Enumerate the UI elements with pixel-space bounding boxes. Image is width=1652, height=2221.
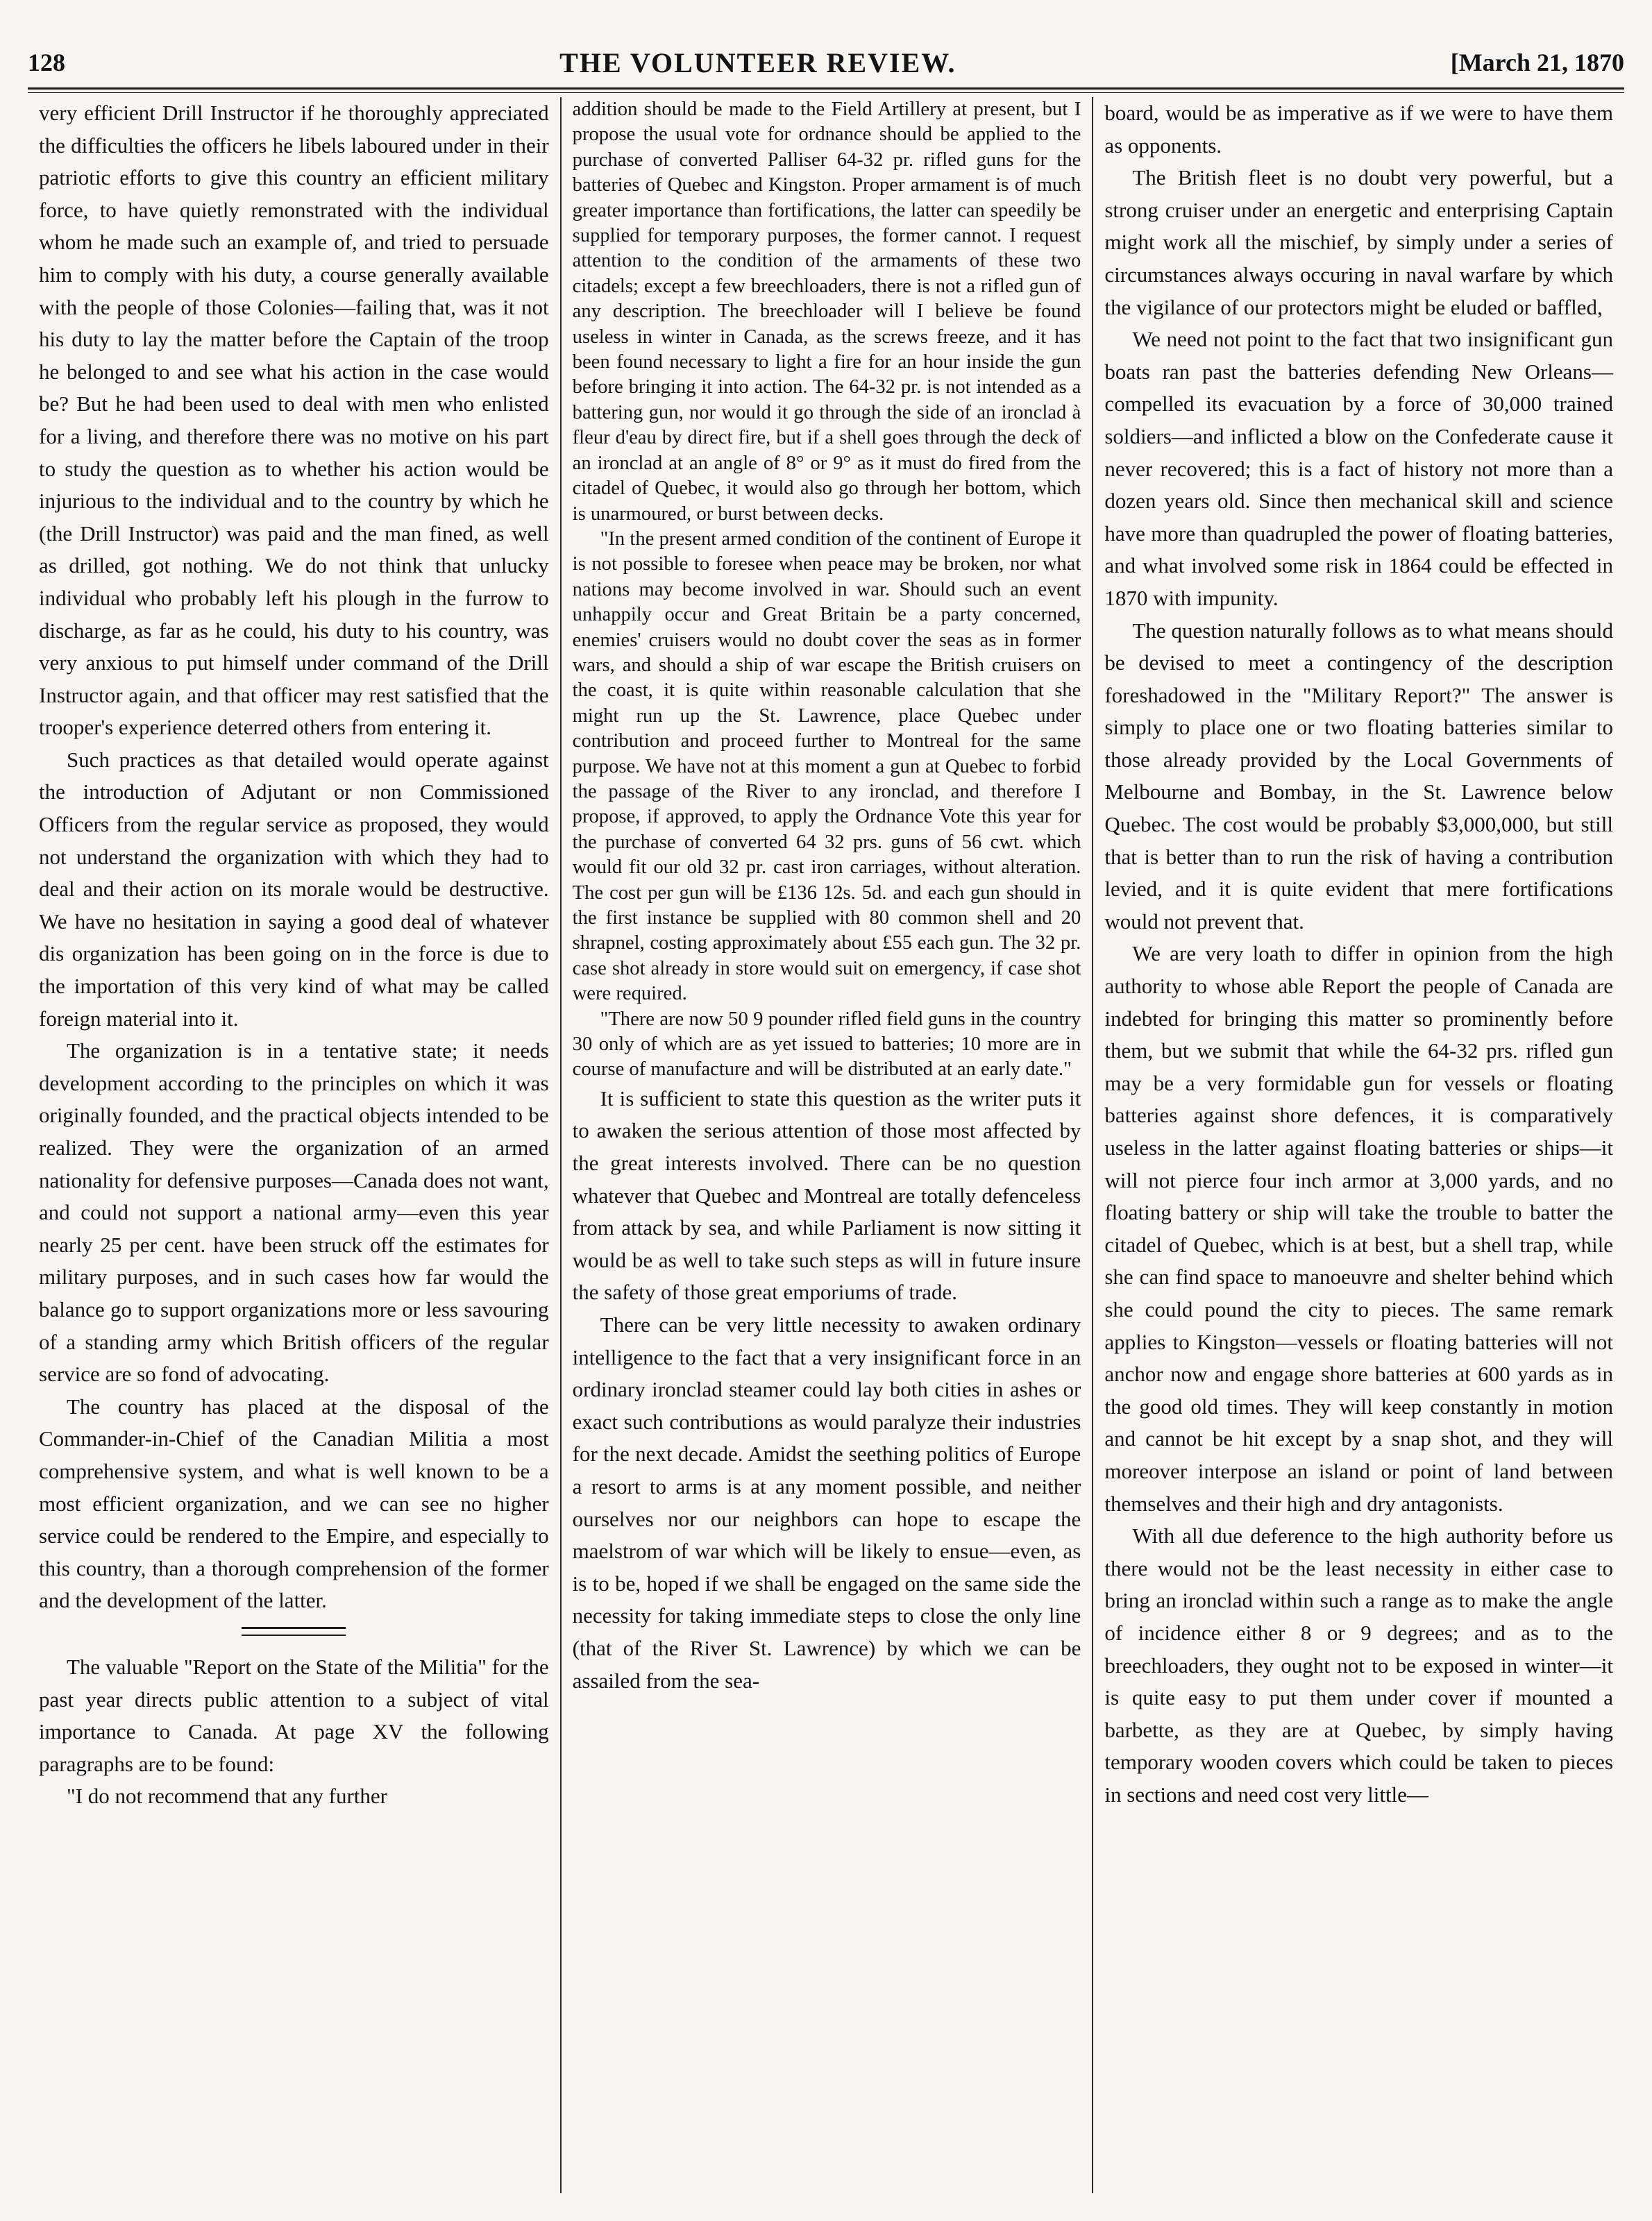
quoted-paragraph: "There are now 50 9 pounder rifled field guns in the country 30 only of which are as yet issued to batteries; 10 more are in course of manufacture and will be distributed at an early date.": [572, 1008, 1081, 1081]
paragraph: very efficient Drill Instructor if he thoroughly appreciated the difficulties the officers he libels laboured under in their patriotic efforts to give this country an efficient military force, to have quietly remonstrated with the individual whom he made such an example of, and tried to persuade him to comply with his duty, a course generally available with the people of those Colonies—failing that, was it not his duty to lay the matter before the Captain of the troop he belonged to and see what his action in the case would be? But he had been used to deal with men who enlisted for a living, and therefore there was no motive on his part to study the question as to whether his action would be injurious to the individual and to the country by which he (the Drill Instructor) was paid and the man fined, as well as drilled, got nothing. We do not think that unlucky individual who probably left his plough in the furrow to discharge, as far as he could, his duty to his country, was very anxious to put himself under command of the Drill Instructor again, and that officer may rest satisfied that the trooper's experience deterred others from entering it.: [39, 101, 549, 740]
publication-title: THE VOLUNTEER REVIEW.: [559, 47, 956, 78]
column-middle: [560, 97, 1093, 2193]
paragraph: The valuable "Report on the State of the Militia" for the past year directs public attention to a subject of vital importance to Canada. At page XV the following paragraphs are to be found:: [39, 1654, 549, 1776]
paragraph: We are very loath to differ in opinion from the high authority to whose able Report the people of Canada are indebted for bringing this matter so prominently before them, but we submit that while the 64-32 prs. rifled gun may be a very formidable gun for vessels or floating batteries against shore defences, it is comparatively useless in the latter against floating batteries or ships—it will not pierce four inch armor at 3,000 yards, and no floating battery or ship will take the trouble to batter the citadel of Quebec, which is at best, but a shell trap, while she can find space to manoeuvre and shelter behind which she could pound the city to pieces. The same remark applies to Kingston—vessels or floating batteries will not anchor now and engage shore batteries at 600 yards as in the good old times. They will keep constantly in motion and cannot be hit except by a snap shot, and they will moreover interpose an island or point of land between themselves and their high and dry antagonists.: [1104, 941, 1613, 1516]
paragraph: The question naturally follows as to what means should be devised to meet a contingency of the description foreshadowed in the "Military Report?" The answer is simply to place one or two floating batteries similar to those already provided by the Local Governments of Melbourne and Bombay, in the St. Lawrence below Quebec. The cost would be probably $3,000,000, but still that is better than to run the risk of having a contribution levied, and it is quite evident that mere fortifications would not prevent that.: [1104, 618, 1613, 934]
paragraph: The organization is in a tentative state; it needs development according to the principles on which it was originally founded, and the practical objects intended to be realized. They were the organization of an armed nationality for defensive purposes—Canada does not want, and could not support a national army—even this year nearly 25 per cent. have been struck off the estimates for military purposes, and in such cases how far would the balance go to support organizations more or less savouring of a standing army which British officers of the regular service are so fond of advocating.: [39, 1038, 549, 1387]
paragraph: The country has placed at the disposal of the Commander-in-Chief of the Canadian Militia a most comprehensive system, and what is well known to be a most efficient organization, and we can see no higher service could be rendered to the Empire, and especially to this country, than a thorough comprehension of the former and the development of the latter.: [39, 1394, 549, 1613]
page-number: 128: [28, 49, 65, 76]
quoted-paragraph: "In the present armed condition of the continent of Europe it is not possible to foresee when peace may be broken, nor what nations may become involved in war. Should such an event unhappily occur and Great Britain be a party concerned, enemies' cruisers would no doubt cover the seas as in former wars, and should a ship of war escape the British cruisers on the coast, it is quite within reasonable calculation that she might run up the St. Lawrence, place Quebec under contribution and proceed further to Montreal for the same purpose. We have not at this moment a gun at Quebec to forbid the passage of the River to any ironclad, and therefore I propose, if approved, to apply the Ordnance Vote this year for the purchase of converted 64 32 prs. guns of 56 cwt. which would fit our old 32 pr. cast iron carriages, without alteration. The cost per gun will be £136 12s. 5d. and each gun should in the first instance be supplied with 80 common shell and 20 shrapnel, costing approximately about £55 each gun. The 32 pr. case shot already in store would suit on emergency, if case shot were required.: [572, 527, 1081, 1005]
paragraph: The British fleet is no doubt very powerful, but a strong cruiser under an energetic and enterprising Captain might work all the mischief, by simply under a series of circumstances always occuring in naval warfare by which the vigilance of our protectors might be eluded or baffled,: [1104, 165, 1613, 319]
paragraph: There can be very little necessity to awaken ordinary intelligence to the fact that a very insignificant force in an ordinary ironclad steamer could lay both cities in ashes or exact such contributions as would paralyze their industries for the next decade. Amidst the seething politics of Europe a resort to arms is at any moment possible, and neither ourselves nor our neighbors can hope to escape the maelstrom of war which will be likely to ensue—even, as is to be, hoped if we shall be engaged on the same side the necessity for taking immediate steps to close the only line (that of the River St. Lawrence) by which we can be assailed from the sea-: [572, 1312, 1081, 1693]
column-left: [28, 97, 560, 2193]
section-divider: [242, 1627, 346, 1629]
paragraph: "I do not recommend that any further: [67, 1784, 388, 1809]
paragraph: We need not point to the fact that two insignificant gun boats ran past the batteries defending New Orleans—compelled its evacuation by a force of 30,000 trained soldiers—and inflicted a blow on the Confederate cause it never recovered; this is a fact of history not more than a dozen years old. Since then mechanical skill and science have more than quadrupled the power of floating batteries, and what involved some risk in 1864 could be effected in 1870 with impunity.: [1104, 327, 1613, 610]
paragraph: With all due deference to the high authority before us there would not be the least necessity in either case to bring an ironclad within such a range as to make the angle of incidence either 8 or 9 degrees; and as to the breechloaders, they ought not to be exposed in winter—it is quite easy to put them under cover if mounted a barbette, as they are at Quebec, by simply having temporary wooden covers which could be taken to pieces in sections and need cost very little—: [1104, 1523, 1613, 1807]
page-header: [28, 42, 1624, 83]
header-rule: [28, 87, 1624, 93]
paragraph: It is sufficient to state this question as the writer puts it to awaken the serious attention of those most affected by the great interests involved. There can be no question whatever that Quebec and Montreal are totally defenceless from attack by sea, and while Parliament is now sitting it would be as well to take such steps as will in future insure the safety of those great emporiums of trade.: [572, 1086, 1081, 1305]
paragraph: Such practices as that detailed would operate against the introduction of Adjutant or non Commissioned Officers from the regular service as proposed, they would not understand the organization with which they had to deal and their action on its morale would be destructive. We have no hesitation in saying a good deal of whatever dis organization has been going on in the force is due to the importation of this very kind of what may be called foreign material into it.: [39, 747, 549, 1031]
article-columns: [28, 97, 1624, 2193]
paragraph: board, would be as imperative as if we were to have them as opponents.: [1104, 101, 1613, 158]
column-right: [1092, 97, 1624, 2193]
section-divider: [242, 1635, 346, 1636]
issue-date: [March 21, 1870: [1450, 49, 1624, 76]
quoted-paragraph: addition should be made to the Field Artillery at present, but I propose the usual vote for ordnance should be applied to the purchase of converted Palliser 64-32 pr. rifled guns for the batteries of Quebec and Kingston. Proper armament is of much greater importance than fortifications, the latter can speedily be supplied for temporary purposes, the former cannot. I request attention to the condition of the armaments of these two citadels; except a few breechloaders, there is not a rifled gun of any description. The breechloader will I believe be found useless in winter in Canada, as the screws freeze, and it has been found necessary to light a fire for an hour inside the gun before bringing it into action. The 64-32 pr. is not intended as a battering gun, nor would it go through the side of an ironclad à fleur d'eau by direct fire, but if a shell goes through the deck of an ironclad at an angle of 8° or 9° as it must do fired from the citadel of Quebec, it would also go through her bottom, which is unarmoured, or burst between decks.: [572, 99, 1081, 525]
